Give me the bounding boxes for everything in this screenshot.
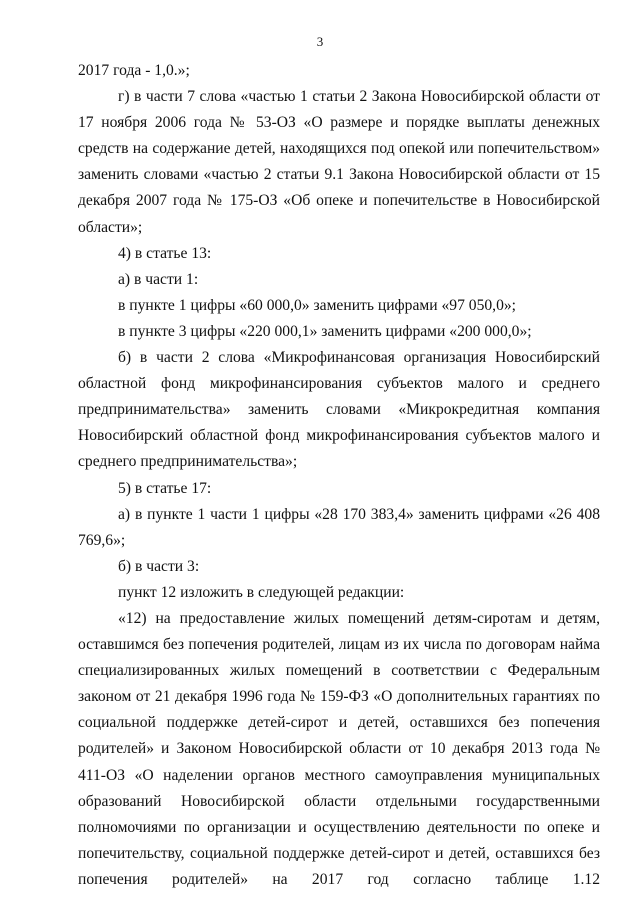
paragraph: в пункте 3 цифры «220 000,1» заменить цифрами «200 000,0»; xyxy=(118,322,532,340)
paragraph: пункт 12 изложить в следующей редакции: xyxy=(118,583,405,601)
paragraph: а) в пункте 1 части 1 цифры «28 170 383,4» заменить цифрами «26 408 769,6»; xyxy=(78,505,600,549)
paragraph: б) в части 2 слова «Микрофинансовая организация Новосибирский областной фонд микрофинансирования субъектов малого и среднего предпринимательства» заменить словами «Микрокредитная компания Новосибирский областной фонд микрофинансирования субъектов малого и среднего предпринимательства»; xyxy=(78,349,600,471)
paragraph: г) в части 7 слова «частью 1 статьи 2 Закона Новосибирской области от 17 ноября 2006 года № 53-ОЗ «О размере и порядке выплаты денежных средств на содержание детей, находящихся под опекой или попечительством» заменить словами «частью 2 статьи 9.1 Закона Новосибирской области от 15 декабря 2007 года № 175-ОЗ «Об опеке и попечительстве в Новосибирской области»; xyxy=(78,88,600,236)
paragraph: 4) в статье 13: xyxy=(118,244,212,262)
paragraph: «12) на предоставление жилых помещений детям-сиротам и детям, оставшимся без попечения родителей, лицам из их числа по договорам найма специализированных жилых помещений в соответствии с Федеральным законом от 21 декабря 1996 года № 159-ФЗ «О дополнительных гарантиях по социальной поддержке детей-сирот и детей, оставшихся без попечения родителей» и Законом Новосибирской области от 10 декабря 2013 года № 411-ОЗ «О наделении органов местного самоуправления муниципальных образований Новосибирской области отдельными государственными полномочиями по организации и осуществлению деятельности по опеке и попечительству, социальной поддержке детей-сирот и детей, оставшихся без попечения родителей» на 2017 год согласно таблице 1.12 xyxy=(78,609,600,888)
paragraph: а) в части 1: xyxy=(118,270,199,288)
paragraph: в пункте 1 цифры «60 000,0» заменить цифрами «97 050,0»; xyxy=(118,296,516,314)
paragraph: 5) в статье 17: xyxy=(118,479,212,497)
paragraph: б) в части 3: xyxy=(118,557,200,575)
paragraph: 2017 года - 1,0.»; xyxy=(78,62,190,79)
document-body xyxy=(78,58,600,893)
page-number: 3 xyxy=(316,34,324,49)
